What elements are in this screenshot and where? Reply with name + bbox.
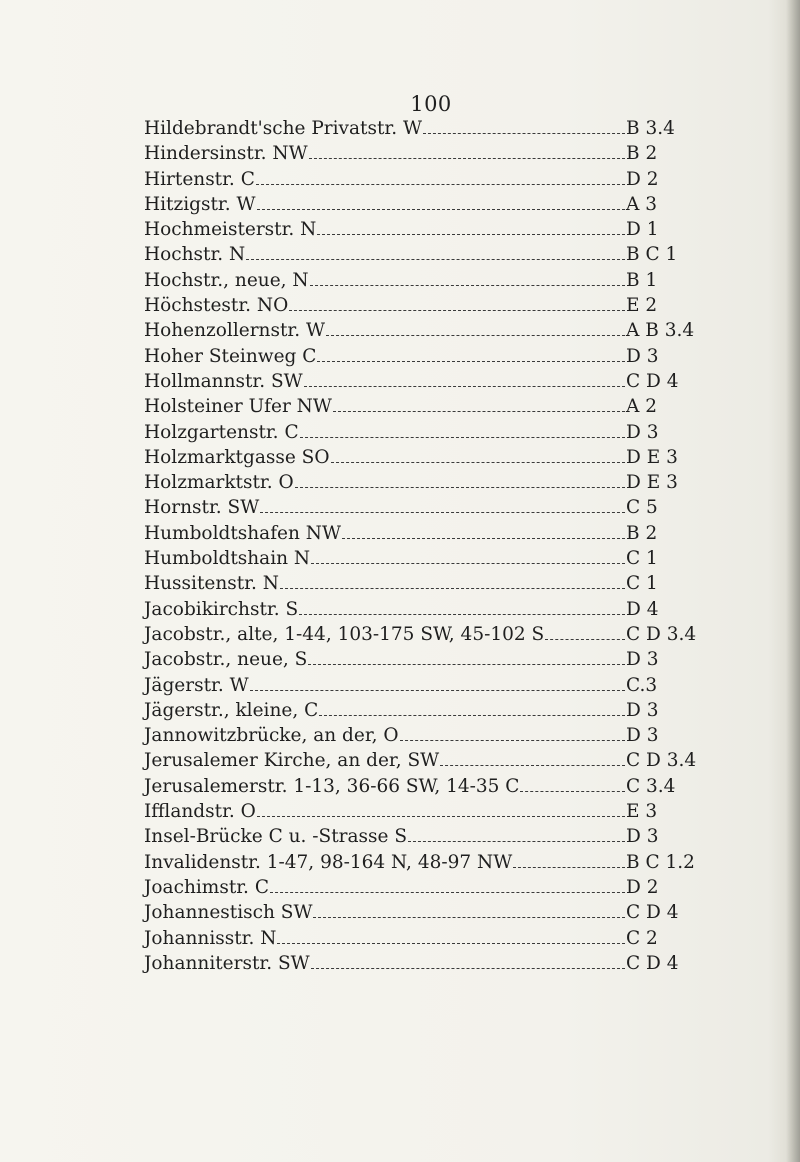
map-grid-reference: D 3 bbox=[626, 725, 659, 747]
street-entry bbox=[144, 700, 714, 725]
map-grid-reference: D E 3 bbox=[626, 446, 678, 468]
dot-leader bbox=[256, 184, 625, 185]
map-grid-reference: D 3 bbox=[626, 649, 659, 671]
dot-leader bbox=[250, 690, 625, 691]
map-grid-reference: C 2 bbox=[626, 927, 658, 949]
street-name: Hildebrandt'sche Privatstr. W bbox=[144, 118, 422, 139]
street-name: Holzmarktgasse SO bbox=[144, 446, 330, 468]
street-name: Holzmarktstr. O bbox=[144, 472, 294, 494]
street-entry bbox=[144, 422, 714, 447]
map-grid-reference: D 2 bbox=[626, 876, 659, 898]
page-edge-shadow bbox=[786, 0, 800, 1162]
street-name: Hohenzollernstr. W bbox=[144, 320, 325, 342]
street-entry bbox=[144, 194, 714, 219]
street-name: Humboldtshain N bbox=[144, 548, 311, 570]
map-grid-reference: D 3 bbox=[626, 345, 659, 367]
map-grid-reference: C D 3.4 bbox=[626, 750, 697, 772]
street-name: Jacobstr., neue, S bbox=[144, 649, 308, 671]
street-name: Hornstr. SW bbox=[144, 497, 260, 519]
dot-leader bbox=[270, 892, 625, 893]
street-name: Ifflandstr. O bbox=[144, 801, 256, 823]
dot-leader bbox=[309, 158, 625, 159]
street-name: Hollmannstr. SW bbox=[144, 370, 303, 392]
street-name: Jacobikirchstr. S bbox=[144, 598, 299, 620]
street-entry bbox=[144, 320, 714, 345]
street-name: Insel-Brücke C u. -Strasse S bbox=[144, 826, 408, 848]
map-grid-reference: A B 3.4 bbox=[626, 320, 695, 342]
dot-leader bbox=[257, 816, 625, 817]
street-entry bbox=[144, 725, 714, 750]
dot-leader bbox=[308, 664, 625, 665]
street-name: Johanniterstr. SW bbox=[144, 952, 310, 974]
dot-leader bbox=[408, 841, 625, 842]
street-entry bbox=[144, 852, 714, 877]
map-grid-reference: A 2 bbox=[626, 396, 658, 418]
dot-leader bbox=[257, 209, 625, 210]
street-entry bbox=[144, 346, 714, 371]
map-grid-reference: B 3.4 bbox=[626, 118, 675, 139]
street-entry bbox=[144, 219, 714, 244]
map-grid-reference: C D 3.4 bbox=[626, 623, 697, 645]
map-grid-reference: C 1 bbox=[626, 548, 658, 570]
street-entry bbox=[144, 902, 714, 927]
street-name: Johannisstr. N bbox=[144, 927, 277, 949]
dot-leader bbox=[295, 487, 625, 488]
dot-leader bbox=[331, 462, 625, 463]
street-entry bbox=[144, 599, 714, 624]
street-entry bbox=[144, 396, 714, 421]
dot-leader bbox=[342, 538, 625, 539]
street-entry bbox=[144, 497, 714, 522]
map-grid-reference: C 3.4 bbox=[626, 775, 676, 797]
street-entry bbox=[144, 877, 714, 902]
street-name: Holzgartenstr. C bbox=[144, 421, 299, 443]
map-grid-reference: D 2 bbox=[626, 168, 659, 190]
street-entry bbox=[144, 371, 714, 396]
dot-leader bbox=[260, 512, 625, 513]
dot-leader bbox=[513, 867, 625, 868]
dot-leader bbox=[310, 285, 625, 286]
dot-leader bbox=[333, 411, 625, 412]
dot-leader bbox=[299, 614, 625, 615]
map-grid-reference: D 4 bbox=[626, 598, 659, 620]
dot-leader bbox=[300, 437, 625, 438]
street-name: Jägerstr. W bbox=[144, 674, 249, 696]
dot-leader bbox=[280, 588, 625, 589]
street-entry bbox=[144, 776, 714, 801]
street-entry bbox=[144, 523, 714, 548]
dot-leader bbox=[311, 563, 625, 564]
map-grid-reference: C D 4 bbox=[626, 902, 679, 924]
street-entry bbox=[144, 624, 714, 649]
map-grid-reference: D 3 bbox=[626, 421, 659, 443]
map-grid-reference: D 1 bbox=[626, 219, 659, 241]
street-name: Hussitenstr. N bbox=[144, 573, 279, 595]
street-entry bbox=[144, 826, 714, 851]
map-grid-reference: C 1 bbox=[626, 573, 658, 595]
map-grid-reference: B 2 bbox=[626, 143, 658, 165]
street-name: Hochstr., neue, N bbox=[144, 269, 309, 291]
street-name: Jacobstr., alte, 1-44, 103-175 SW, 45-102 S bbox=[144, 623, 545, 645]
street-entry bbox=[144, 118, 714, 143]
map-grid-reference: C.3 bbox=[626, 674, 658, 696]
dot-leader bbox=[400, 740, 625, 741]
street-entry bbox=[144, 143, 714, 168]
street-name: Hoher Steinweg C bbox=[144, 345, 317, 367]
street-name: Holsteiner Ufer NW bbox=[144, 396, 332, 418]
dot-leader bbox=[311, 968, 625, 969]
map-grid-reference: C D 4 bbox=[626, 370, 679, 392]
map-grid-reference: C D 4 bbox=[626, 952, 679, 974]
street-name: Jerusalemer Kirche, an der, SW bbox=[144, 750, 440, 772]
street-name: Jerusalemerstr. 1-13, 36-66 SW, 14-35 C bbox=[144, 775, 520, 797]
dot-leader bbox=[304, 386, 625, 387]
street-name: Hindersinstr. NW bbox=[144, 143, 308, 165]
map-grid-reference: E 2 bbox=[626, 295, 658, 317]
street-entry bbox=[144, 472, 714, 497]
dot-leader bbox=[246, 259, 625, 260]
street-entry bbox=[144, 928, 714, 953]
street-entry bbox=[144, 447, 714, 472]
dot-leader bbox=[326, 335, 625, 336]
map-grid-reference: E 3 bbox=[626, 801, 658, 823]
street-name: Jägerstr., kleine, C bbox=[144, 699, 319, 721]
street-name: Hirtenstr. C bbox=[144, 168, 255, 190]
street-entry bbox=[144, 244, 714, 269]
map-grid-reference: B C 1.2 bbox=[626, 851, 695, 873]
street-name: Humboldtshafen NW bbox=[144, 522, 341, 544]
street-name: Hochmeisterstr. N bbox=[144, 219, 317, 241]
map-grid-reference: D 3 bbox=[626, 826, 659, 848]
street-name: Invalidenstr. 1-47, 98-164 N, 48-97 NW bbox=[144, 851, 513, 873]
street-entry bbox=[144, 548, 714, 573]
street-name: Hochstr. N bbox=[144, 244, 246, 266]
street-name: Jannowitzbrücke, an der, O bbox=[144, 725, 399, 747]
dot-leader bbox=[277, 943, 625, 944]
street-name: Joachimstr. C bbox=[144, 876, 269, 898]
page-number: 100 bbox=[410, 92, 452, 116]
map-grid-reference: D E 3 bbox=[626, 472, 678, 494]
street-entry bbox=[144, 270, 714, 295]
map-grid-reference: C 5 bbox=[626, 497, 658, 519]
street-entry bbox=[144, 573, 714, 598]
street-index-list bbox=[144, 118, 714, 978]
map-grid-reference: D 3 bbox=[626, 699, 659, 721]
dot-leader bbox=[289, 310, 625, 311]
street-name: Höchstestr. NO bbox=[144, 295, 289, 317]
street-entry bbox=[144, 675, 714, 700]
street-entry bbox=[144, 295, 714, 320]
dot-leader bbox=[423, 133, 625, 134]
dot-leader bbox=[317, 234, 625, 235]
street-entry bbox=[144, 801, 714, 826]
map-grid-reference: B 2 bbox=[626, 522, 658, 544]
dot-leader bbox=[440, 765, 625, 766]
map-grid-reference: A 3 bbox=[626, 193, 658, 215]
dot-leader bbox=[520, 791, 625, 792]
dot-leader bbox=[317, 361, 625, 362]
street-entry bbox=[144, 953, 714, 978]
map-grid-reference: B C 1 bbox=[626, 244, 678, 266]
dot-leader bbox=[319, 715, 625, 716]
street-entry bbox=[144, 169, 714, 194]
dot-leader bbox=[545, 639, 625, 640]
street-name: Hitzigstr. W bbox=[144, 193, 256, 215]
dot-leader bbox=[313, 917, 625, 918]
street-entry bbox=[144, 750, 714, 775]
street-entry bbox=[144, 649, 714, 674]
street-name: Johannestisch SW bbox=[144, 902, 313, 924]
map-grid-reference: B 1 bbox=[626, 269, 658, 291]
